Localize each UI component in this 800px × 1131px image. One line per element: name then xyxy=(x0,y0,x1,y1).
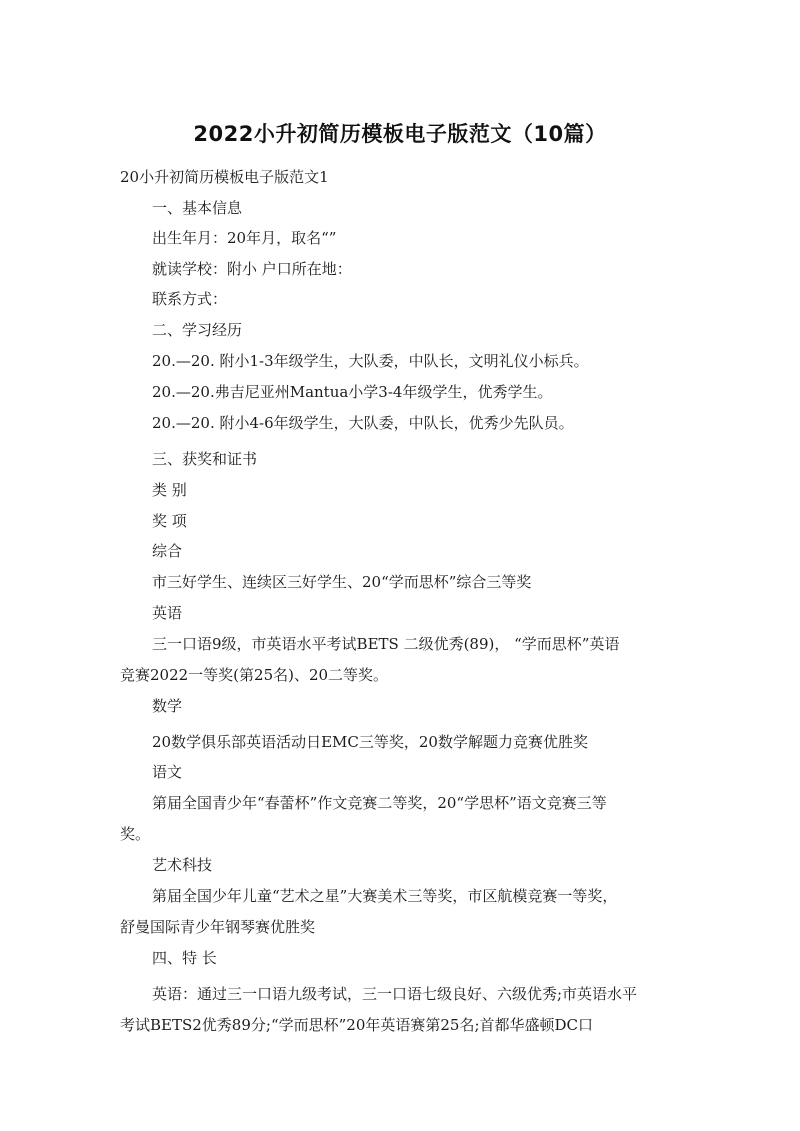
category-general: 综合 xyxy=(152,542,183,560)
text-school: 就读学校：附小 户口所在地： xyxy=(152,260,352,278)
text-contact: 联系方式： xyxy=(152,290,228,308)
text-chinese-awards-2: 奖。 xyxy=(120,825,151,843)
text-arts-awards-1: 第届全国少年儿童“艺术之星”大赛美术三等奖，市区航模竞赛一等奖， xyxy=(152,887,618,905)
text-education-3: 20.—20. 附小4-6年级学生，大队委，中队长，优秀少先队员。 xyxy=(152,414,574,432)
text-education-2: 20.—20.弗吉尼亚州Mantua小学3-4年级学生，优秀学生。 xyxy=(152,383,553,401)
category-arts-tech: 艺术科技 xyxy=(152,856,213,874)
text-arts-awards-2: 舒曼国际青少年钢琴赛优胜奖 xyxy=(120,918,316,936)
text-award-label: 奖 项 xyxy=(152,512,187,530)
text-english-awards-1: 三一口语9级，市英语水平考试BETS 二级优秀(89)， “学而思杯”英语 xyxy=(152,635,620,653)
text-education-1: 20.—20. 附小1-3年级学生，大队委，中队长，文明礼仪小标兵。 xyxy=(152,352,589,370)
category-chinese: 语文 xyxy=(152,763,183,781)
text-math-awards: 20数学俱乐部英语活动日EMC三等奖，20数学解题力竞赛优胜奖 xyxy=(152,733,588,751)
heading-basic-info: 一、基本信息 xyxy=(152,199,243,217)
heading-specialties: 四、特 长 xyxy=(152,949,217,967)
category-english: 英语 xyxy=(152,604,183,622)
heading-awards: 三、获奖和证书 xyxy=(152,450,258,468)
text-category-label: 类 别 xyxy=(152,481,187,499)
text-specialties-2: 考试BETS2优秀89分;“学而思杯”20年英语赛第25名;首都华盛顿DC口 xyxy=(120,1016,594,1034)
text-birth-date: 出生年月：20年月，取名“” xyxy=(152,229,337,247)
text-chinese-awards-1: 第届全国青少年“春蕾杯”作文竞赛二等奖，20“学思杯”语文竞赛三等 xyxy=(152,794,607,812)
text-english-awards-2: 竞赛2022一等奖(第25名)、20二等奖。 xyxy=(120,666,389,684)
heading-education: 二、学习经历 xyxy=(152,321,243,339)
category-math: 数学 xyxy=(152,697,183,715)
section-subtitle: 20小升初简历模板电子版范文1 xyxy=(120,168,329,186)
text-general-awards: 市三好学生、连续区三好学生、20“学而思杯”综合三等奖 xyxy=(152,573,532,591)
text-specialties-1: 英语：通过三一口语九级考试，三一口语七级良好、六级优秀;市英语水平 xyxy=(152,985,638,1003)
document-title: 2022小升初简历模板电子版范文（10篇） xyxy=(193,122,607,146)
